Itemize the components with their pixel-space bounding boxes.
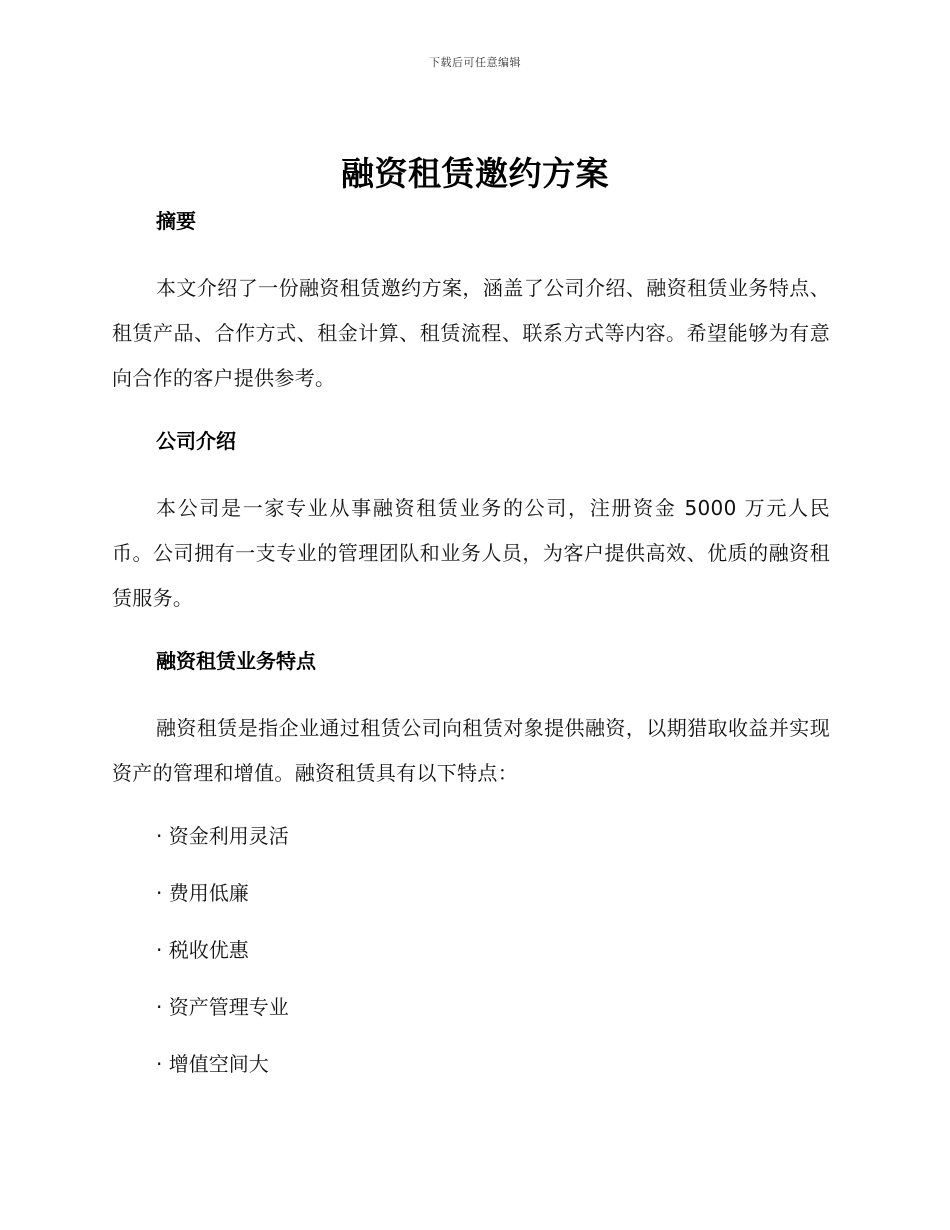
list-item: · 资金利用灵活 [156,824,289,848]
section-heading-abstract: 摘要 [156,209,196,233]
list-item: · 增值空间大 [156,1052,269,1076]
section-paragraph-business-features: 融资租赁是指企业通过租赁公司向租赁对象提供融资，以期猎取收益并实现资产的管理和增值。融资租赁具有以下特点： [112,716,830,785]
list-item: · 税收优惠 [156,938,249,962]
document-body [112,206,830,1079]
header-note: 下载后可任意编辑 [429,56,521,69]
section-paragraph-abstract: 本文介绍了一份融资租赁邀约方案，涵盖了公司介绍、融资租赁业务特点、租赁产品、合作方式、租金计算、租赁流程、联系方式等内容。希望能够为有意向合作的客户提供参考。 [112,276,830,390]
document-title: 融资租赁邀约方案 [341,154,609,193]
section-heading-business-features: 融资租赁业务特点 [156,649,316,673]
feature-list [112,821,830,1079]
list-item: · 费用低廉 [156,881,249,905]
section-heading-company-intro: 公司介绍 [156,429,236,453]
section-paragraph-company-intro: 本公司是一家专业从事融资租赁业务的公司，注册资金 5000 万元人民币。公司拥有一支专业的管理团队和业务人员，为客户提供高效、优质的融资租赁服务。 [112,496,830,610]
list-item: · 资产管理专业 [156,995,289,1019]
